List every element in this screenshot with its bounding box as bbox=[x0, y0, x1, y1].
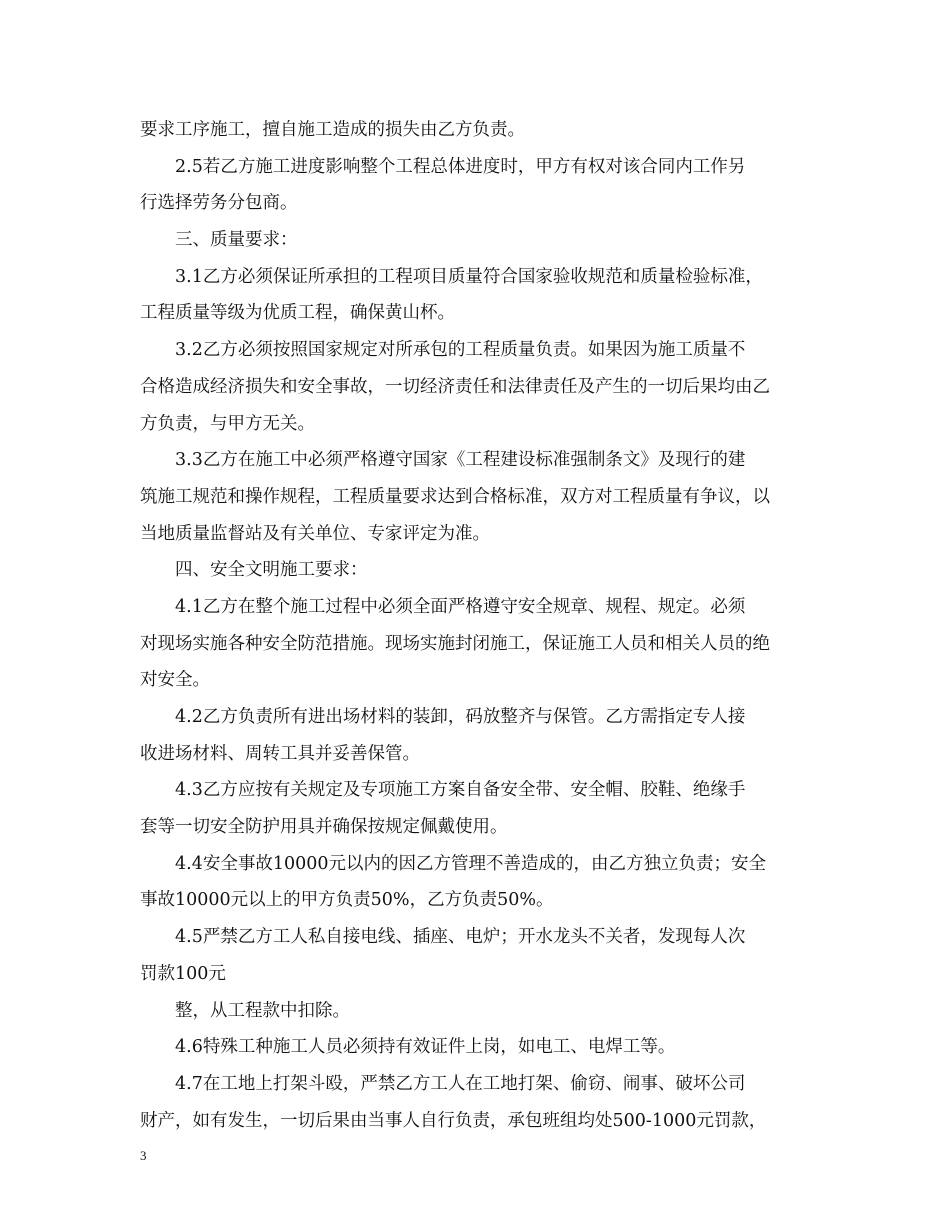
text-line: 罚款100元 bbox=[140, 963, 226, 984]
text-line: 4.2乙方负责所有进出场材料的装卸，码放整齐与保管。乙方需指定专人接 bbox=[175, 707, 746, 727]
text-line: 3.1乙方必须保证所承担的工程项目质量符合国家验收规范和质量检验标准， bbox=[175, 266, 763, 287]
text-line: 4.6特殊工种施工人员必须持有效证件上岗，如电工、电焊工等。 bbox=[175, 1037, 676, 1058]
text-line: 要求工序施工，擅自施工造成的损失由乙方负责。 bbox=[140, 120, 525, 140]
text-line: 3.3乙方在施工中必须严格遵守国家《工程建设标准强制条文》及现行的建 bbox=[175, 450, 746, 471]
text-line: 行选择劳务分包商。 bbox=[140, 193, 298, 214]
text-line: 4.5严禁乙方工人私自接电线、插座、电炉；开水龙头不关者，发现每人次 bbox=[175, 927, 746, 948]
text-line: 当地质量监督站及有关单位、专家评定为准。 bbox=[140, 523, 490, 544]
text-line: 3.2乙方必须按照国家规定对所承包的工程质量负责。如果因为施工质量不 bbox=[175, 340, 746, 361]
text-line: 四、安全文明施工要求： bbox=[175, 560, 368, 581]
text-line: 财产，如有发生，一切后果由当事人自行负责，承包班组均处500-1000元罚款， bbox=[140, 1110, 767, 1131]
text-line: 对安全。 bbox=[140, 670, 210, 691]
document-body bbox=[140, 112, 820, 1139]
text-line: 4.4安全事故10000元以内的因乙方管理不善造成的，由乙方独立负责；安全 bbox=[175, 853, 766, 874]
text-line: 2.5若乙方施工进度影响整个工程总体进度时，甲方有权对该合同内工作另 bbox=[175, 156, 746, 177]
text-line: 4.1乙方在整个施工过程中必须全面严格遵守安全规章、规程、规定。必须 bbox=[175, 596, 746, 617]
text-line: 方负责，与甲方无关。 bbox=[140, 413, 315, 434]
text-line: 对现场实施各种安全防范措施。现场实施封闭施工，保证施工人员和相关人员的绝 bbox=[140, 633, 770, 654]
text-line: 合格造成经济损失和安全事故，一切经济责任和法律责任及产生的一切后果均由乙 bbox=[140, 376, 770, 397]
text-line: 套等一切安全防护用具并确保按规定佩戴使用。 bbox=[140, 817, 508, 838]
text-line: 筑施工规范和操作规程，工程质量要求达到合格标准，双方对工程质量有争议，以 bbox=[140, 486, 770, 507]
text-line: 三、质量要求： bbox=[175, 230, 298, 251]
text-line: 4.3乙方应按有关规定及专项施工方案自备安全带、安全帽、胶鞋、绝缘手 bbox=[175, 780, 746, 801]
text-line: 工程质量等级为优质工程，确保黄山杯。 bbox=[140, 303, 455, 324]
text-line: 整，从工程款中扣除。 bbox=[175, 1000, 350, 1021]
text-line: 事故10000元以上的甲方负责50%，乙方负责50%。 bbox=[140, 890, 554, 911]
page-number: 3 bbox=[140, 1148, 147, 1163]
text-line: 收进场材料、周转工具并妥善保管。 bbox=[140, 743, 420, 764]
text-line: 4.7在工地上打架斗殴，严禁乙方工人在工地打架、偷窃、闹事、破坏公司 bbox=[175, 1073, 746, 1094]
